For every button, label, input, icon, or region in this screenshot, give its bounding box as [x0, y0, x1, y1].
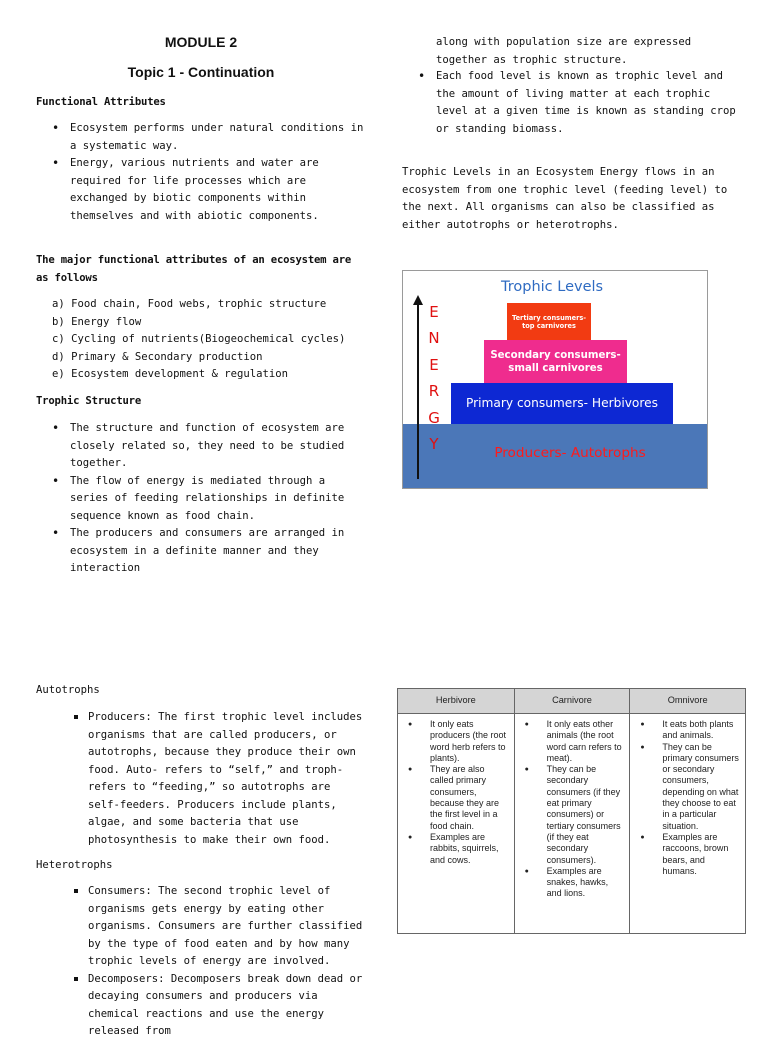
list-item: Producers: The first trophic level includes organisms that are called producers, or autotrophs, because they produce their own food. Auto- refers to “self,” and troph- refers to “feeding,” so autotrophs are self-feeders. Producers include plants, algae, and some bacteria that use photosynthesis to make their own food. [36, 709, 368, 849]
producers-level [459, 441, 681, 467]
list-item: ● It only eats producers (the root word herb refers to plants). [398, 719, 510, 764]
energy-letter: Y [429, 435, 439, 454]
list-item: a) Food chain, Food webs, trophic structure [52, 298, 327, 310]
trophic-level-list [402, 68, 736, 138]
producers-label: Producers- Autotrophs [494, 445, 646, 462]
list-item: • The structure and function of ecosystem are closely related so, they need to be studied together. [36, 420, 368, 473]
energy-letter: R [428, 382, 440, 401]
list-item: ● Examples are raccoons, brown bears, and humans. [630, 832, 741, 877]
secondary-label: Secondary consumers- small carnivores [490, 349, 621, 374]
autotrophs-heading: Autotrophs [36, 684, 100, 696]
functional-attributes-list [36, 120, 368, 225]
functional-attributes-heading: Functional Attributes [36, 96, 166, 108]
herbivore-cell [398, 714, 515, 934]
list-item: • The flow of energy is mediated through a series of feeding relationships in definite sequence known as food chain. [36, 473, 368, 526]
list-item: • Each food level is known as trophic level and the amount of living matter at each trophic level at a given time is known as standing crop or standing biomass. [402, 68, 736, 138]
energy-letter: E [429, 355, 439, 374]
autotrophs-list [36, 709, 368, 849]
energy-letter: E [429, 303, 439, 321]
primary-label: Primary consumers- Herbivores [466, 395, 658, 410]
heterotrophs-list [36, 883, 368, 1041]
secondary-level [484, 340, 627, 383]
list-item: ● They can be secondary consumers (if they eat primary consumers) or tertiary consumers (if they eat secondary consumers). [515, 764, 626, 866]
list-item: Decomposers: Decomposers break down dead or decaying consumers and producers via chemical reactions and use the energy released from [36, 971, 368, 1041]
list-item: ● They can be primary consumers or secondary consumers, depending on what they choose to eat in a particular situation. [630, 742, 741, 832]
list-item: b) Energy flow [52, 315, 142, 328]
continuation-text: along with population size are expressed together as trophic structure. [436, 36, 692, 66]
omnivore-cell [630, 714, 746, 934]
table-row [398, 714, 746, 934]
energy-letter: N [428, 329, 440, 348]
consumer-types-table [397, 688, 746, 934]
list-item: • The producers and consumers are arranged in ecosystem in a definite manner and they interaction [36, 525, 368, 578]
carnivore-cell [514, 714, 630, 934]
tertiary-level [507, 303, 591, 340]
module-title: MODULE 2 [164, 34, 238, 50]
list-item: d) Primary & Secondary production [52, 350, 263, 363]
energy-arrow [417, 303, 419, 479]
column-header: Herbivore [398, 689, 515, 714]
list-item: Consumers: The second trophic level of organisms gets energy by eating other organisms. Consumers are further classified by the type of food eaten and by how many trophic levels of energy are involved. [36, 883, 368, 971]
energy-flow-paragraph: Trophic Levels in an Ecosystem Energy flows in an ecosystem from one trophic level (feeding level) to the next. All organisms can also be classified as either autotrophs or heterotrophs. [402, 166, 728, 231]
list-item: c) Cycling of nutrients(Biogeochemical cycles) [52, 333, 346, 345]
trophic-pyramid-figure [402, 270, 708, 489]
list-item: • Energy, various nutrients and water are required for life processes which are exchanged by biotic components within themselves and with abiotic components. [36, 155, 368, 225]
major-attributes-heading: The major functional attributes of an ecosystem are as follows [36, 254, 352, 284]
list-item: • Ecosystem performs under natural conditions in a systematic way. [36, 120, 368, 155]
heterotrophs-heading: Heterotrophs [36, 859, 113, 871]
column-header: Carnivore [514, 689, 630, 714]
tertiary-label: Tertiary consumers- top carnivores [511, 313, 587, 330]
trophic-structure-heading: Trophic Structure [36, 395, 142, 407]
topic-title: Topic 1 - Continuation [127, 64, 275, 80]
list-item: ● Examples are rabbits, squirrels, and cows. [398, 832, 510, 866]
list-item: ● It only eats other animals (the root word carn refers to meat). [515, 719, 626, 764]
column-header: Omnivore [630, 689, 746, 714]
energy-letter: G [428, 408, 440, 427]
list-item: ● They are also called primary consumers, because they are the first level in a food chain. [398, 764, 510, 832]
table-header-row [398, 689, 746, 714]
list-item: ● Examples are snakes, hawks, and lions. [515, 866, 626, 900]
trophic-structure-list [36, 420, 368, 578]
pyramid-title: Trophic Levels [501, 279, 604, 295]
energy-label [427, 299, 441, 457]
primary-level [451, 383, 673, 424]
major-attributes-list [36, 296, 368, 384]
list-item: e) Ecosystem development & regulation [52, 368, 288, 380]
list-item: ● It eats both plants and animals. [630, 719, 741, 742]
